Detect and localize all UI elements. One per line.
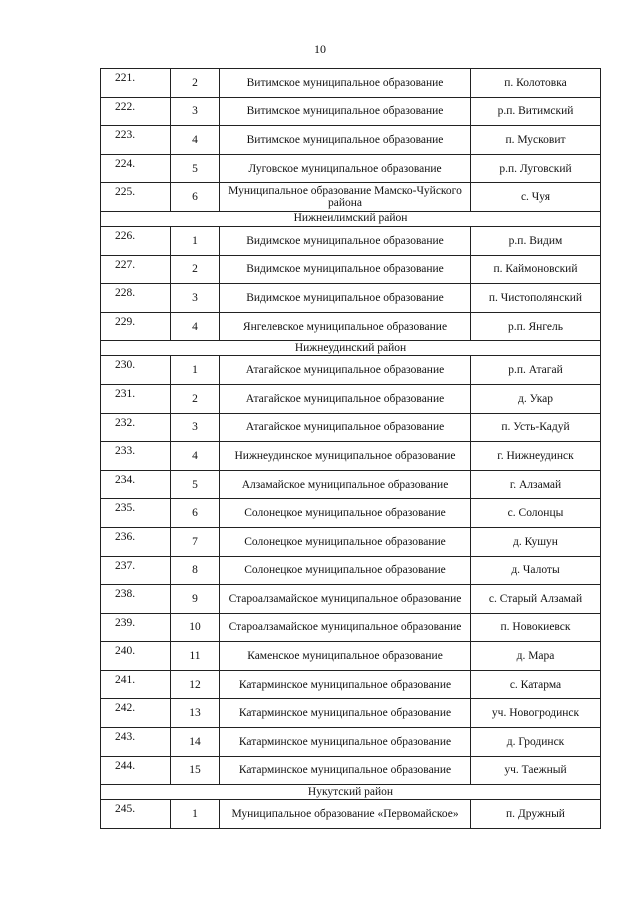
row-number: 222. (101, 97, 171, 126)
district-name: Нижнеилимский район (101, 211, 601, 226)
locality-name: р.п. Янгель (471, 312, 601, 341)
locality-name: уч. Новогродинск (471, 699, 601, 728)
municipality-name: Луговское муниципальное образование (220, 154, 471, 183)
table-row (101, 384, 601, 413)
table-row (101, 183, 601, 212)
locality-name: п. Чистополянский (471, 284, 601, 313)
row-sub-number: 1 (171, 356, 220, 385)
municipality-name: Староалзамайское муниципальное образование (220, 613, 471, 642)
row-sub-number: 11 (171, 642, 220, 671)
locality-name: р.п. Витимский (471, 97, 601, 126)
table-row (101, 756, 601, 785)
page-number: 10 (314, 42, 326, 56)
municipality-name: Алзамайское муниципальное образование (220, 470, 471, 499)
district-name: Нукутский район (101, 785, 601, 800)
table-row (101, 69, 601, 98)
row-number: 221. (101, 69, 171, 98)
table-row (101, 413, 601, 442)
table-row (101, 442, 601, 471)
table-row (101, 97, 601, 126)
table-row (101, 126, 601, 155)
row-sub-number: 5 (171, 154, 220, 183)
row-number: 244. (101, 756, 171, 785)
table-row (101, 670, 601, 699)
row-number: 236. (101, 527, 171, 556)
row-number: 241. (101, 670, 171, 699)
row-sub-number: 3 (171, 284, 220, 313)
locality-name: с. Катарма (471, 670, 601, 699)
locality-name: г. Алзамай (471, 470, 601, 499)
row-number: 243. (101, 728, 171, 757)
row-sub-number: 13 (171, 699, 220, 728)
district-name: Нижнеудинский район (101, 341, 601, 356)
locality-name: п. Каймоновский (471, 255, 601, 284)
municipality-name: Атагайское муниципальное образование (220, 384, 471, 413)
municipality-name: Староалзамайское муниципальное образование (220, 585, 471, 614)
locality-name: г. Нижнеудинск (471, 442, 601, 471)
municipality-name: Видимское муниципальное образование (220, 284, 471, 313)
municipality-name: Солонецкое муниципальное образование (220, 499, 471, 528)
locality-name: д. Кушун (471, 527, 601, 556)
row-sub-number: 6 (171, 183, 220, 212)
row-number: 245. (101, 800, 171, 829)
row-number: 237. (101, 556, 171, 585)
row-number: 240. (101, 642, 171, 671)
locality-name: д. Гродинск (471, 728, 601, 757)
row-sub-number: 12 (171, 670, 220, 699)
table-row (101, 527, 601, 556)
municipality-name: Витимское муниципальное образование (220, 69, 471, 98)
locality-name: р.п. Видим (471, 226, 601, 255)
table-row (101, 556, 601, 585)
district-header-row (101, 341, 601, 356)
table-row (101, 226, 601, 255)
row-number: 223. (101, 126, 171, 155)
row-sub-number: 15 (171, 756, 220, 785)
district-header-row (101, 785, 601, 800)
municipality-name: Атагайское муниципальное образование (220, 356, 471, 385)
municipality-name: Муниципальное образование «Первомайское» (220, 800, 471, 829)
registry-table-body (101, 69, 601, 829)
locality-name: р.п. Атагай (471, 356, 601, 385)
row-number: 224. (101, 154, 171, 183)
row-number: 238. (101, 585, 171, 614)
municipality-name: Муниципальное образование Мамско-Чуйского района (220, 183, 471, 212)
locality-name: д. Укар (471, 384, 601, 413)
municipality-name: Солонецкое муниципальное образование (220, 527, 471, 556)
table-row (101, 585, 601, 614)
row-sub-number: 4 (171, 442, 220, 471)
table-row (101, 154, 601, 183)
row-sub-number: 2 (171, 69, 220, 98)
row-number: 228. (101, 284, 171, 313)
municipality-name: Витимское муниципальное образование (220, 126, 471, 155)
row-sub-number: 1 (171, 800, 220, 829)
municipality-name: Видимское муниципальное образование (220, 226, 471, 255)
row-sub-number: 2 (171, 255, 220, 284)
municipality-name: Янгелевское муниципальное образование (220, 312, 471, 341)
locality-name: р.п. Луговский (471, 154, 601, 183)
locality-name: с. Солонцы (471, 499, 601, 528)
row-sub-number: 5 (171, 470, 220, 499)
row-number: 227. (101, 255, 171, 284)
municipality-name: Видимское муниципальное образование (220, 255, 471, 284)
registry-table (100, 68, 601, 829)
table-row (101, 699, 601, 728)
row-sub-number: 1 (171, 226, 220, 255)
municipality-name: Атагайское муниципальное образование (220, 413, 471, 442)
locality-name: п. Мусковит (471, 126, 601, 155)
row-sub-number: 4 (171, 126, 220, 155)
municipality-name: Витимское муниципальное образование (220, 97, 471, 126)
locality-name: п. Новокиевск (471, 613, 601, 642)
row-number: 230. (101, 356, 171, 385)
table-row (101, 613, 601, 642)
municipality-name: Каменское муниципальное образование (220, 642, 471, 671)
table-row (101, 312, 601, 341)
table-row (101, 284, 601, 313)
row-number: 235. (101, 499, 171, 528)
row-number: 242. (101, 699, 171, 728)
row-sub-number: 9 (171, 585, 220, 614)
table-row (101, 255, 601, 284)
table-row (101, 499, 601, 528)
row-sub-number: 2 (171, 384, 220, 413)
table-row (101, 800, 601, 829)
locality-name: д. Мара (471, 642, 601, 671)
row-number: 239. (101, 613, 171, 642)
row-number: 225. (101, 183, 171, 212)
table-row (101, 470, 601, 499)
row-number: 226. (101, 226, 171, 255)
row-number: 229. (101, 312, 171, 341)
locality-name: уч. Таежный (471, 756, 601, 785)
locality-name: д. Чалоты (471, 556, 601, 585)
table-row (101, 642, 601, 671)
row-sub-number: 3 (171, 97, 220, 126)
row-sub-number: 14 (171, 728, 220, 757)
table-row (101, 728, 601, 757)
municipality-name: Катарминское муниципальное образование (220, 699, 471, 728)
row-sub-number: 10 (171, 613, 220, 642)
district-header-row (101, 211, 601, 226)
locality-name: п. Дружный (471, 800, 601, 829)
municipality-name: Катарминское муниципальное образование (220, 756, 471, 785)
row-number: 234. (101, 470, 171, 499)
row-sub-number: 7 (171, 527, 220, 556)
locality-name: п. Колотовка (471, 69, 601, 98)
locality-name: с. Чуя (471, 183, 601, 212)
row-sub-number: 6 (171, 499, 220, 528)
row-sub-number: 8 (171, 556, 220, 585)
row-number: 233. (101, 442, 171, 471)
locality-name: п. Усть-Кадуй (471, 413, 601, 442)
municipality-name: Катарминское муниципальное образование (220, 670, 471, 699)
municipality-name: Солонецкое муниципальное образование (220, 556, 471, 585)
municipality-name: Нижнеудинское муниципальное образование (220, 442, 471, 471)
row-sub-number: 4 (171, 312, 220, 341)
row-number: 231. (101, 384, 171, 413)
row-sub-number: 3 (171, 413, 220, 442)
municipality-name: Катарминское муниципальное образование (220, 728, 471, 757)
locality-name: с. Старый Алзамай (471, 585, 601, 614)
table-row (101, 356, 601, 385)
row-number: 232. (101, 413, 171, 442)
